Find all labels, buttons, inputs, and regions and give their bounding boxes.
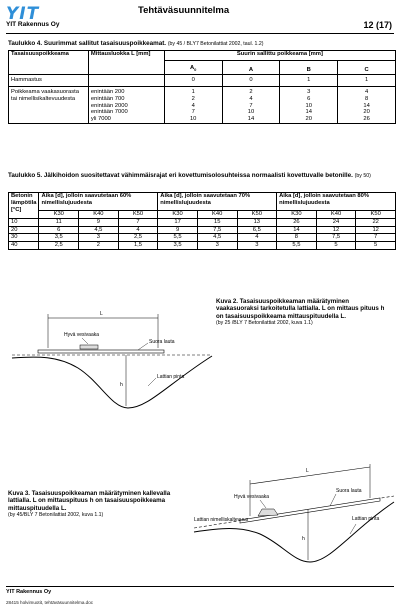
yit-logo: YIT bbox=[6, 4, 40, 24]
table5 bbox=[8, 192, 396, 250]
table5-cell: 12 bbox=[356, 226, 396, 234]
table5-cell: 1,5 bbox=[118, 242, 158, 250]
table-row bbox=[9, 211, 396, 219]
table5-subheader: K40 bbox=[197, 211, 237, 219]
table4-cell: 0 bbox=[222, 75, 280, 87]
table-row bbox=[9, 193, 396, 211]
table4-cell: enintään 200 enintään 700 enintään 2000 enintään 7000 yli 7000 bbox=[88, 87, 164, 124]
table5-cell: 5 bbox=[316, 242, 356, 250]
level-tool bbox=[80, 345, 98, 349]
footer-divider bbox=[6, 586, 394, 587]
leader-line bbox=[330, 494, 336, 506]
table4-class-c: C bbox=[338, 61, 396, 75]
table5-subheader: K50 bbox=[118, 211, 158, 219]
table5-cell: 2 bbox=[79, 242, 119, 250]
table5-cell: 6 bbox=[39, 226, 79, 234]
figure2-reference: (by 25 /BLY 7 Betonilattiat 2002, kuva 1.1) bbox=[216, 320, 313, 327]
table4-class-b: B bbox=[280, 61, 338, 75]
table5-cell: 6,5 bbox=[237, 226, 277, 234]
figure2-diagram bbox=[8, 298, 216, 416]
table5-reference: (by 50) bbox=[354, 173, 371, 179]
table5-cell: 20 bbox=[9, 226, 39, 234]
table5-header-temperature: Betonin lämpötila [°C] bbox=[9, 193, 39, 219]
table5-header-60: Aika [d], jolloin saavutetaan 60% nimellislujuudesta bbox=[39, 193, 158, 211]
table4-header-deviation: Tasaisuuspoikkeama bbox=[9, 51, 89, 75]
table5-cell: 9 bbox=[79, 218, 119, 226]
page-number: 12 (17) bbox=[363, 20, 392, 30]
table4-class-a0: $A_0$ bbox=[164, 61, 222, 75]
floor-surface-line bbox=[194, 502, 394, 562]
table5-cell: 5,5 bbox=[277, 242, 317, 250]
table4-cell: 1 2 4 7 10 bbox=[164, 87, 222, 124]
level-tool bbox=[258, 509, 278, 516]
table4-cell: 2 4 7 10 14 bbox=[222, 87, 280, 124]
table5-subheader: K40 bbox=[79, 211, 119, 219]
figure3-label-floor: Lattian pinta bbox=[352, 516, 380, 522]
table5-cell: 17 bbox=[158, 218, 198, 226]
table5-header-70: Aika [d], jolloin saavutetaan 70% nimellislujuudesta bbox=[158, 193, 277, 211]
table5-header-80: Aika [d], jolloin saavutetaan 80% nimellislujuudesta bbox=[277, 193, 396, 211]
table4-caption: Taulukko 4. Suurimmat sallitut tasaisuuspoikkeamat. (by 45 / BLY7 Betonilattiat 2002, taul. 1.2) bbox=[8, 40, 264, 47]
table5-cell: 5 bbox=[356, 242, 396, 250]
straight-edge bbox=[38, 350, 164, 353]
figure2-label-straight: Suora lauta bbox=[149, 339, 175, 345]
table4-header-max-deviation: Suurin sallittu poikkeama [mm] bbox=[164, 51, 395, 61]
table-row bbox=[9, 234, 396, 242]
table5-cell: 8 bbox=[277, 234, 317, 242]
table5-caption: Taulukko 5. Jälkihoidon suositettavat vähimmäisrajat eri kovettumisolosuhteissa normaalisti kovettuvalle betonille. (by 50) bbox=[8, 172, 371, 179]
footer-filename: 28415 holvimuotit, tehtäväsuunnitelma.doc bbox=[6, 600, 94, 605]
table5-subheader: K30 bbox=[277, 211, 317, 219]
table4-cell bbox=[88, 75, 164, 87]
footer-company: YIT Rakennus Oy bbox=[6, 589, 52, 595]
table5-cell: 3,5 bbox=[158, 242, 198, 250]
table5-cell: 10 bbox=[9, 218, 39, 226]
table-row bbox=[9, 51, 396, 61]
table5-cell: 24 bbox=[316, 218, 356, 226]
table5-cell: 12 bbox=[316, 226, 356, 234]
figure2-label-l: L bbox=[100, 311, 103, 317]
table4-class-a: A bbox=[222, 61, 280, 75]
table5-cell: 13 bbox=[237, 218, 277, 226]
table-row bbox=[9, 75, 396, 87]
figure2-label-floor: Lattian pinta bbox=[157, 374, 185, 380]
table5-cell: 4,5 bbox=[197, 234, 237, 242]
table5-subheader: K40 bbox=[316, 211, 356, 219]
table4 bbox=[8, 50, 396, 124]
table5-cell: 26 bbox=[277, 218, 317, 226]
table4-cell: 1 bbox=[338, 75, 396, 87]
figure3-label-l: L bbox=[306, 468, 309, 474]
table5-subheader: K50 bbox=[237, 211, 277, 219]
table-row bbox=[9, 242, 396, 250]
table4-cell: 3 6 10 14 20 bbox=[280, 87, 338, 124]
table4-reference: (by 45 / BLY7 Betonilattiat 2002, taul. 1.2) bbox=[167, 41, 264, 47]
leader-line bbox=[148, 378, 156, 386]
table5-cell: 2,5 bbox=[39, 242, 79, 250]
leader-line bbox=[138, 343, 148, 350]
table5-cell: 7,5 bbox=[197, 226, 237, 234]
table4-cell: 4 8 14 20 26 bbox=[338, 87, 396, 124]
header-divider bbox=[6, 33, 394, 34]
table-row bbox=[9, 226, 396, 234]
figure3-caption: Kuva 3. Tasaisuuspoikkeaman määrätyminen kallevalla lattialla. L on mittauspituus h on tasaisuuspoikkeama mittauspituudella L. (by 45/BLY 7 Betonilattiat 2002, kuva 1.1) bbox=[8, 490, 188, 520]
table5-cell: 2,5 bbox=[118, 234, 158, 242]
figure3-label-level: Hyvä vesivaaka bbox=[234, 494, 270, 500]
table-row bbox=[9, 87, 396, 124]
table4-cell: Poikkeama vaakasuorasta tai nimellisikaltevuudesta bbox=[9, 87, 89, 124]
table4-cell: Hammastus bbox=[9, 75, 89, 87]
table4-header-measure-class: Mittausluokka L [mm] bbox=[88, 51, 164, 75]
figure3-label-nominal: Lattian nimelliskaltevuus bbox=[194, 517, 249, 523]
figure3-reference: (by 45/BLY 7 Betonilattiat 2002, kuva 1.1) bbox=[8, 512, 104, 519]
table5-cell: 4 bbox=[118, 226, 158, 234]
company-name: YIT Rakennus Oy bbox=[6, 21, 60, 28]
table4-cell: 1 bbox=[280, 75, 338, 87]
figure3-label-straight: Suora lauta bbox=[336, 488, 362, 494]
table5-cell: 4 bbox=[237, 234, 277, 242]
table5-cell: 7 bbox=[118, 218, 158, 226]
table5-cell: 30 bbox=[9, 234, 39, 242]
table5-cell: 7,5 bbox=[316, 234, 356, 242]
figure2-caption: Kuva 2. Tasaisuuspoikkeaman määrätyminen vaakasuoraksi tarkoitetulla lattialla. L on mittaus pituus h on tasaisuuspoikkeama mittauspituudella L. (by 25 /BLY 7 Betonilattiat 2002, kuva 1.1) bbox=[216, 298, 392, 328]
table4-cell: 0 bbox=[164, 75, 222, 87]
table5-cell: 4,5 bbox=[79, 226, 119, 234]
table5-cell: 3 bbox=[197, 242, 237, 250]
figure2-label-h: h bbox=[120, 382, 123, 388]
table5-cell: 3 bbox=[79, 234, 119, 242]
table5-cell: 5,5 bbox=[158, 234, 198, 242]
leader-line bbox=[260, 500, 266, 508]
table5-cell: 11 bbox=[39, 218, 79, 226]
table5-cell: 15 bbox=[197, 218, 237, 226]
document-title: Tehtäväsuunnitelma bbox=[138, 5, 230, 16]
leader-line bbox=[82, 338, 88, 344]
floor-surface-line bbox=[12, 356, 212, 408]
table-row bbox=[9, 218, 396, 226]
table5-subheader: K50 bbox=[356, 211, 396, 219]
figure3-diagram bbox=[190, 462, 396, 580]
dimension-line bbox=[250, 467, 370, 484]
table5-subheader: K30 bbox=[39, 211, 79, 219]
table5-cell: 9 bbox=[158, 226, 198, 234]
table5-cell: 22 bbox=[356, 218, 396, 226]
table5-cell: 14 bbox=[277, 226, 317, 234]
table5-cell: 7 bbox=[356, 234, 396, 242]
table5-cell: 3,5 bbox=[39, 234, 79, 242]
figure3-label-h: h bbox=[302, 536, 305, 542]
table5-cell: 40 bbox=[9, 242, 39, 250]
table5-subheader: K30 bbox=[158, 211, 198, 219]
figure2-label-level: Hyvä vesivaaka bbox=[64, 332, 100, 338]
table5-cell: 3 bbox=[237, 242, 277, 250]
page-header bbox=[0, 0, 402, 36]
